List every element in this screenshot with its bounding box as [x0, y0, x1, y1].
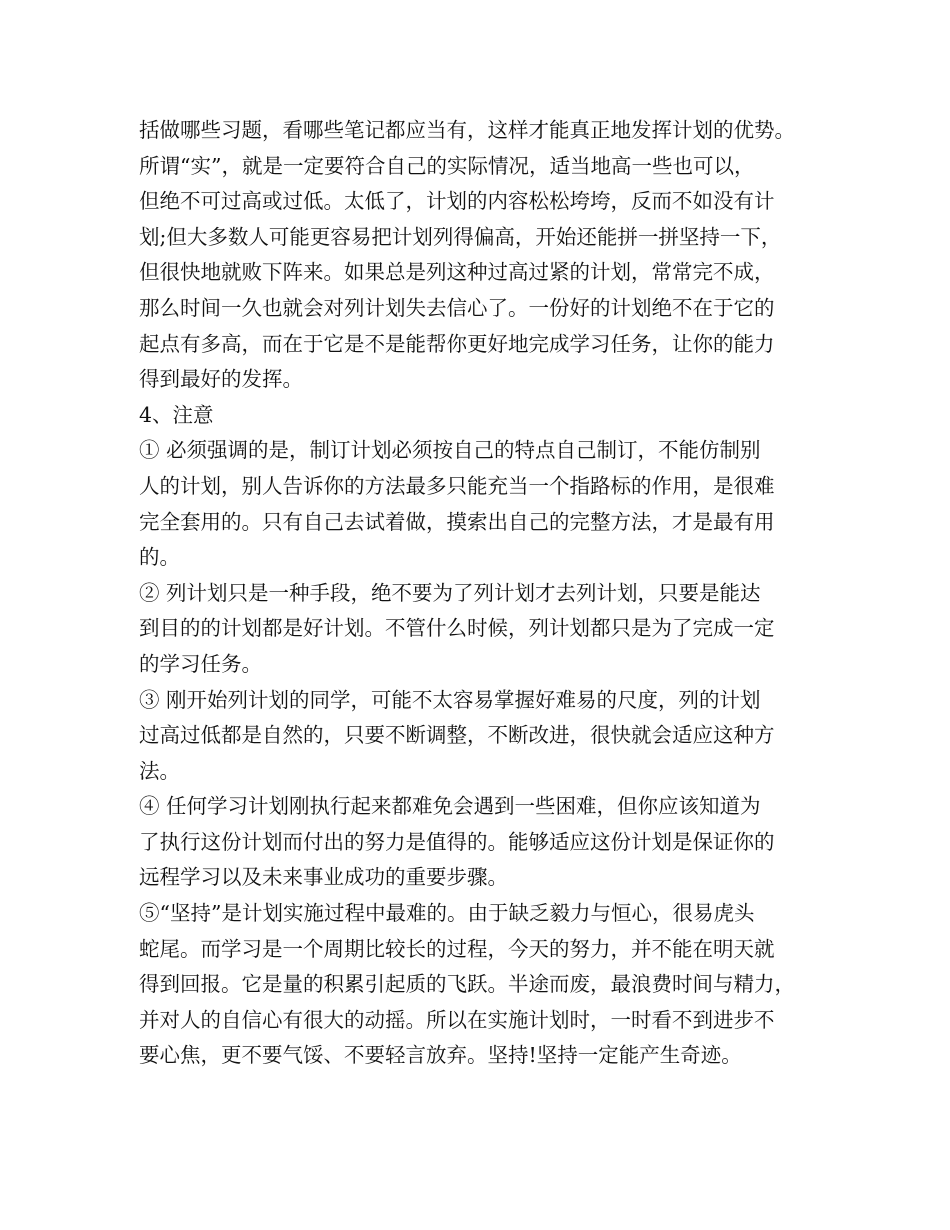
text-line: 法。	[139, 758, 180, 783]
text-line: 得到回报。它是量的积累引起质的飞跃。半途而废，最浪费时间与精力，	[139, 972, 795, 997]
text-line: 人的计划，别人告诉你的方法最多只能充当一个指路标的作用，是很难	[139, 473, 775, 498]
text-line: 那么时间一久也就会对列计划失去信心了。一份好的计划绝不在于它的	[139, 295, 775, 320]
text-line: 到目的的计划都是好计划。不管什么时候，列计划都只是为了完成一定	[139, 616, 775, 641]
text-line: 括做哪些习题，看哪些笔记都应当有，这样才能真正地发挥计划的优势。	[139, 118, 795, 142]
text-line: ⑤“坚持”是计划实施过程中最难的。由于缺乏毅力与恒心，很易虎头	[139, 901, 755, 926]
text-line: 蛇尾。而学习是一个周期比较长的过程，今天的努力，并不能在明天就	[139, 936, 775, 961]
text-line: 并对人的自信心有很大的动摇。所以在实施计划时，一时看不到进步不	[139, 1007, 775, 1032]
text-line: 了执行这份计划而付出的努力是值得的。能够适应这份计划是保证你的	[139, 829, 775, 854]
text-line: ② 列计划只是一种手段，绝不要为了列计划才去列计划，只要是能达	[139, 580, 761, 605]
section-heading: 4、注意	[139, 402, 214, 427]
text-line: 远程学习以及未来事业成功的重要步骤。	[139, 865, 508, 890]
text-line: 但绝不可过高或过低。太低了，计划的内容松松垮垮，反而不如没有计	[139, 189, 775, 214]
text-line: 得到最好的发挥。	[139, 367, 303, 392]
document-body	[139, 113, 829, 1074]
text-line: 所谓“实”，就是一定要符合自己的实际情况，适当地高一些也可以，	[139, 153, 755, 178]
text-line: ③ 刚开始列计划的同学，可能不太容易掌握好难易的尺度，列的计划	[139, 687, 761, 712]
text-line: 的学习任务。	[139, 651, 262, 676]
text-line: ④ 任何学习计划刚执行起来都难免会遇到一些困难，但你应该知道为	[139, 794, 761, 819]
text-line: 起点有多高，而在于它是不是能帮你更好地完成学习任务，让你的能力	[139, 331, 775, 356]
text-line: ① 必须强调的是，制订计划必须按自己的特点自己制订，不能仿制别	[139, 438, 761, 463]
text-line: 划;但大多数人可能更容易把计划列得偏高，开始还能拼一拼坚持一下，	[139, 224, 782, 249]
text-line: 但很快地就败下阵来。如果总是列这种过高过紧的计划，常常完不成，	[139, 260, 775, 285]
text-line: 的。	[139, 545, 180, 570]
text-line: 过高过低都是自然的，只要不断调整，不断改进，很快就会适应这种方	[139, 723, 775, 748]
text-line: 完全套用的。只有自己去试着做，摸索出自己的完整方法，才是最有用	[139, 509, 775, 534]
text-line: 要心焦，更不要气馁、不要轻言放弃。坚持!坚持一定能产生奇迹。	[139, 1043, 742, 1068]
